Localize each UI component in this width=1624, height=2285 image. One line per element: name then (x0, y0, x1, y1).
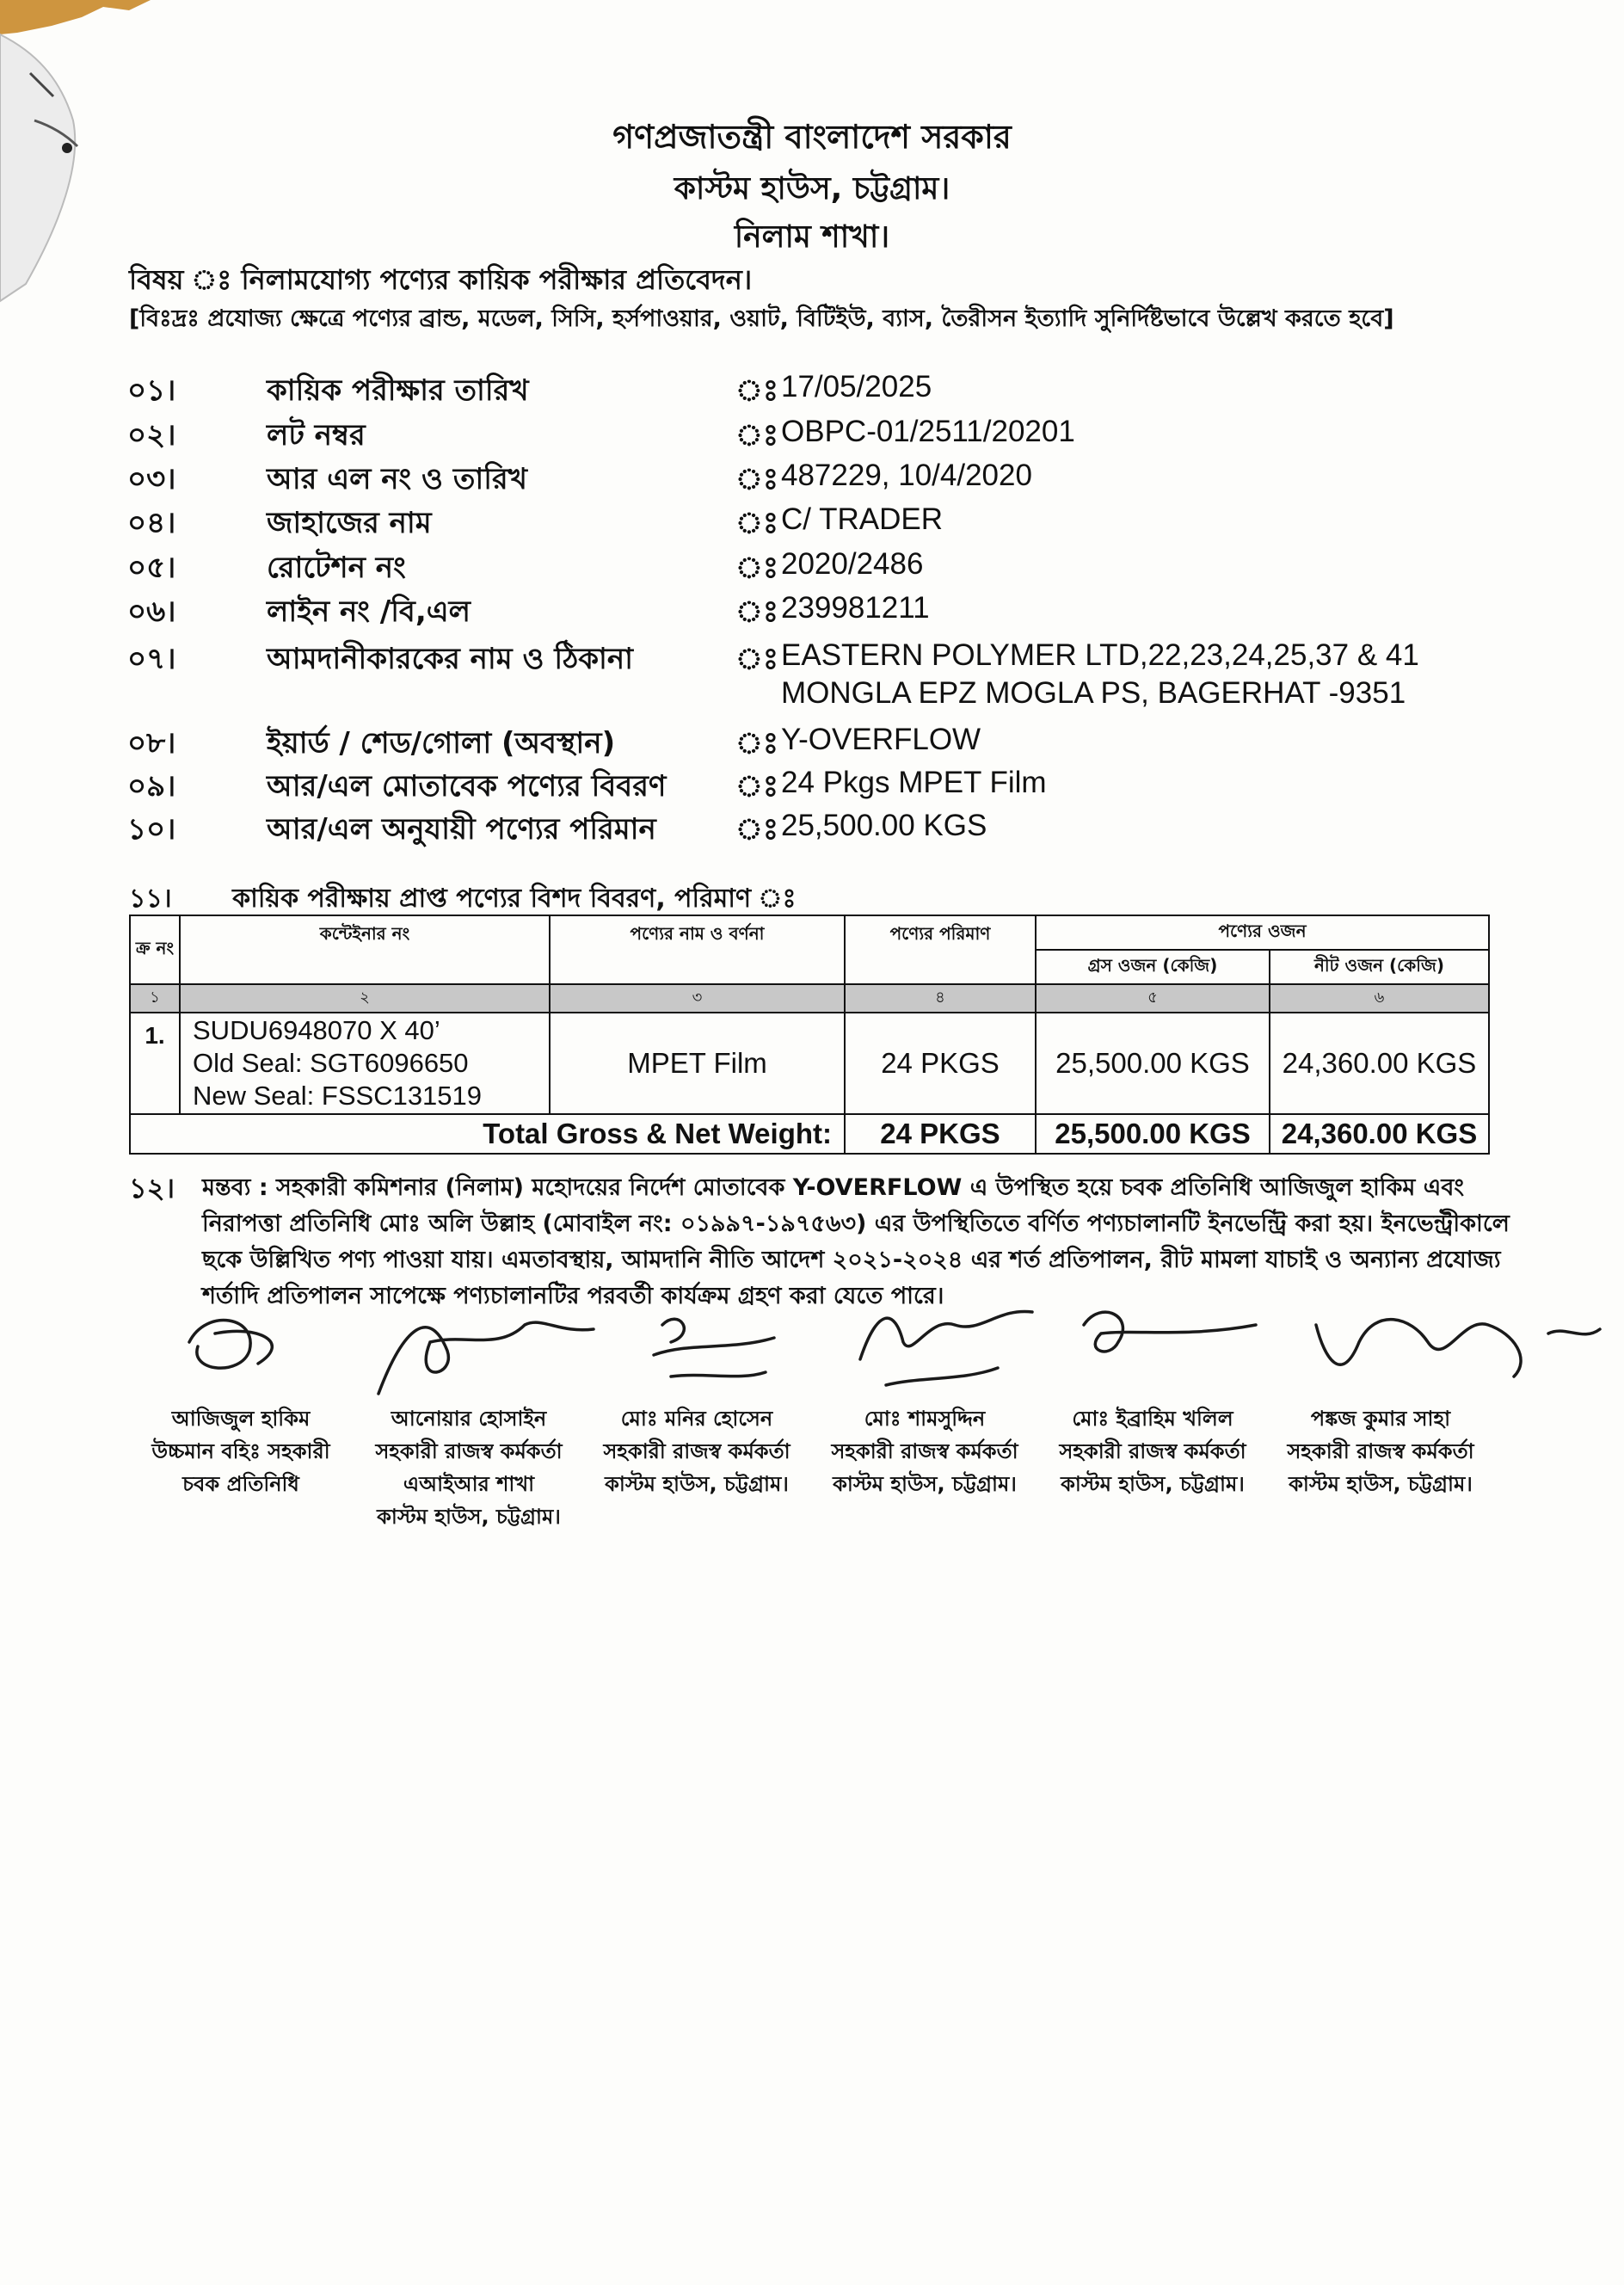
row-number: ০৪। (127, 506, 176, 540)
row-separator: ঃ (735, 373, 778, 408)
row-separator: ঃ (735, 418, 778, 453)
row-separator: ঃ (735, 594, 778, 629)
signatory-6 (1269, 1402, 1492, 1500)
signatory-office: কাস্টম হাউস, চট্টগ্রাম। (833, 1472, 1017, 1496)
row-value: 17/05/2025 (781, 370, 932, 403)
row-label: আমদানীকারকের নাম ও ঠিকানা (267, 642, 634, 676)
row-number: ০৬। (127, 594, 176, 629)
row-label: কায়িক পরীক্ষার তারিখ (267, 373, 529, 408)
header-custom-house: কাস্টম হাউস, চট্টগ্রাম। (674, 171, 950, 206)
index-cell: ৫ (1036, 984, 1270, 1013)
old-seal: Old Seal: SGT6096650 (193, 1048, 469, 1078)
row-number: ০১। (127, 373, 176, 408)
signatory-designation: উচ্চমান বহিঃ সহকারী (151, 1439, 330, 1463)
header-net: নীট ওজন (কেজি) (1270, 950, 1489, 984)
subject-line: বিষয় ঃ নিলামযোগ্য পণ্যের কায়িক পরীক্ষার প্রতিবেদন। (129, 263, 753, 296)
table-total-row (130, 1114, 1489, 1154)
remark-text: মন্তব্য : সহকারী কমিশনার (নিলাম) মহোদয়ের নির্দেশ মোতাবেক Y-OVERFLOW এ উপস্থিত হয়ে চবক প্রতিনিধি আজিজুল হাকিম এবং নিরাপত্তা প্রতিনিধি মোঃ অলি উল্লাহ (মোবাইল নং: ০১৯৯৭-১৯৭৫৬৩) এর উপস্থিতিতে বর্ণিত পণ্যচালানটি ইনভেন্ট্রি করা হয়। ইনভেন্ট্রীকালে ছকে উল্লিখিত পণ্য পাওয়া যায়। এমতাবস্থায়, আমদানি নীতি আদেশ ২০২১-২০২৪ এর শর্ত প্রতিপালন, রীট মামলা যাচাই ও অন্যান্য প্রযোজ্য শর্তাদি প্রতিপালন সাপেক্ষে পণ্যচালানটির পরবর্তী কার্যক্রম গ্রহণ করা যেতে পারে। (202, 1174, 1510, 1309)
signatory-office: কাস্টম হাউস, চট্টগ্রাম। (605, 1472, 789, 1496)
total-net: 24,360.00 KGS (1270, 1114, 1489, 1154)
signatory-name: মোঃ শামসুদ্দিন (864, 1407, 986, 1431)
cell-goods: MPET Film (550, 1013, 845, 1114)
signatory-branch: এআইআর শাখা (403, 1472, 535, 1496)
index-cell: ৪ (845, 984, 1036, 1013)
row-value: EASTERN POLYMER LTD,22,23,24,25,37 & 41 MONGLA EPZ MOGLA PS, BAGERHAT -9351 (781, 638, 1419, 710)
row-label: লট নম্বর (267, 418, 366, 453)
row-separator: ঃ (735, 726, 778, 761)
row-number: ০৮। (127, 726, 176, 761)
signatory-office: কাস্টম হাউস, চট্টগ্রাম। (1289, 1472, 1473, 1496)
index-cell: ১ (130, 984, 180, 1013)
header-quantity: পণ্যের পরিমাণ (845, 915, 1036, 984)
row-number: ১০। (127, 812, 176, 847)
signatory-designation: সহকারী রাজস্ব কর্মকর্তা (1287, 1439, 1474, 1463)
signatory-office: কাস্টম হাউস, চট্টগ্রাম। (377, 1505, 561, 1529)
row-value: 25,500.00 KGS (781, 809, 987, 842)
index-cell: ৬ (1270, 984, 1489, 1013)
row-separator: ঃ (735, 642, 778, 676)
index-cell: ২ (180, 984, 550, 1013)
container-number: SUDU6948070 X 40’ (193, 1015, 440, 1045)
signatory-3 (585, 1402, 809, 1500)
signatory-1 (129, 1402, 353, 1500)
section-title: কায়িক পরীক্ষায় প্রাপ্ত পণ্যের বিশদ বিবরণ, পরিমাণ ঃ (232, 884, 797, 914)
row-label: জাহাজের নাম (267, 506, 432, 540)
table-row (130, 1013, 1489, 1114)
row-number: ০৭। (127, 642, 176, 676)
row-label: রোটেশন নং (267, 551, 406, 585)
total-gross: 25,500.00 KGS (1036, 1114, 1270, 1154)
header-weight: পণ্যের ওজন (1036, 915, 1489, 950)
signatory-designation: সহকারী রাজস্ব কর্মকর্তা (603, 1439, 790, 1463)
header-sl: ক্র নং (130, 915, 180, 984)
row-label: ইয়ার্ড / শেড/গোলা (অবস্থান) (267, 726, 616, 761)
section-number: ১১। (129, 884, 172, 914)
signatory-name: মোঃ ইব্রাহিম খলিল (1072, 1407, 1233, 1431)
row-number: ০২। (127, 418, 176, 453)
signatory-2 (357, 1402, 581, 1533)
total-quantity: 24 PKGS (845, 1114, 1036, 1154)
header-government: গণপ্রজাতন্ত্রী বাংলাদেশ সরকার (612, 118, 1012, 156)
signatory-name: আজিজুল হাকিম (171, 1407, 311, 1431)
remark-number: ১২। (129, 1172, 175, 1204)
header-auction-branch: নিলাম শাখা। (734, 219, 890, 255)
row-separator: ঃ (735, 769, 778, 804)
cell-quantity: 24 PKGS (845, 1013, 1036, 1114)
header-goods: পণ্যের নাম ও বর্ণনা (550, 915, 845, 984)
header-gross: গ্রস ওজন (কেজি) (1036, 950, 1270, 984)
signatory-4 (813, 1402, 1037, 1500)
cell-gross: 25,500.00 KGS (1036, 1013, 1270, 1114)
row-number: ০৯। (127, 769, 176, 804)
row-separator: ঃ (735, 551, 778, 585)
table-header-row (130, 915, 1489, 950)
goods-table (129, 915, 1490, 1155)
total-label: Total Gross & Net Weight: (130, 1114, 845, 1154)
cell-net: 24,360.00 KGS (1270, 1013, 1489, 1114)
row-value: 24 Pkgs MPET Film (781, 766, 1047, 799)
row-number: ০৩। (127, 462, 176, 496)
row-label: লাইন নং /বি,এল (267, 594, 471, 629)
row-value: 2020/2486 (781, 547, 924, 581)
signatory-name: মোঃ মনির হোসেন (620, 1407, 773, 1431)
row-label: আর/এল অনুযায়ী পণ্যের পরিমান (267, 812, 656, 847)
signatory-name: আনোয়ার হোসাইন (391, 1407, 547, 1431)
row-value: C/ TRADER (781, 502, 943, 536)
index-cell: ৩ (550, 984, 845, 1013)
row-value: 487229, 10/4/2020 (781, 459, 1032, 492)
row-value: Y-OVERFLOW (781, 723, 981, 756)
signatory-name: পঙ্কজ কুমার সাহা (1310, 1407, 1451, 1431)
row-separator: ঃ (735, 506, 778, 540)
instruction-note: [বিঃদ্রঃ প্রযোজ্য ক্ষেত্রে পণ্যের ব্রান্ড, মডেল, সিসি, হর্সপাওয়ার, ওয়াট, বিটিইউ, ব্যাস, তৈরীসন ইত্যাদি সুনির্দিষ্টভাবে উল্লেখ করতে হবে] (129, 305, 1394, 332)
signatory-designation: সহকারী রাজস্ব কর্মকর্তা (375, 1439, 563, 1463)
row-value: 239981211 (781, 591, 930, 625)
signatory-designation: সহকারী রাজস্ব কর্মকর্তা (831, 1439, 1018, 1463)
signatory-office: চবক প্রতিনিধি (182, 1472, 299, 1496)
row-separator: ঃ (735, 462, 778, 496)
signatory-designation: সহকারী রাজস্ব কর্মকর্তা (1059, 1439, 1246, 1463)
new-seal: New Seal: FSSC131519 (193, 1081, 483, 1111)
cell-container (180, 1013, 550, 1114)
signatory-office: কাস্টম হাউস, চট্টগ্রাম। (1061, 1472, 1245, 1496)
row-label: আর/এল মোতাবেক পণ্যের বিবরণ (267, 769, 667, 804)
table-index-row (130, 984, 1489, 1013)
row-separator: ঃ (735, 812, 778, 847)
row-value: OBPC-01/2511/20201 (781, 415, 1075, 448)
cell-sl: 1. (130, 1013, 180, 1114)
signatory-5 (1041, 1402, 1264, 1500)
row-number: ০৫। (127, 551, 176, 585)
row-label: আর এল নং ও তারিখ (267, 462, 527, 496)
header-container: কন্টেইনার নং (180, 915, 550, 984)
signatures-area (0, 1290, 1624, 1529)
